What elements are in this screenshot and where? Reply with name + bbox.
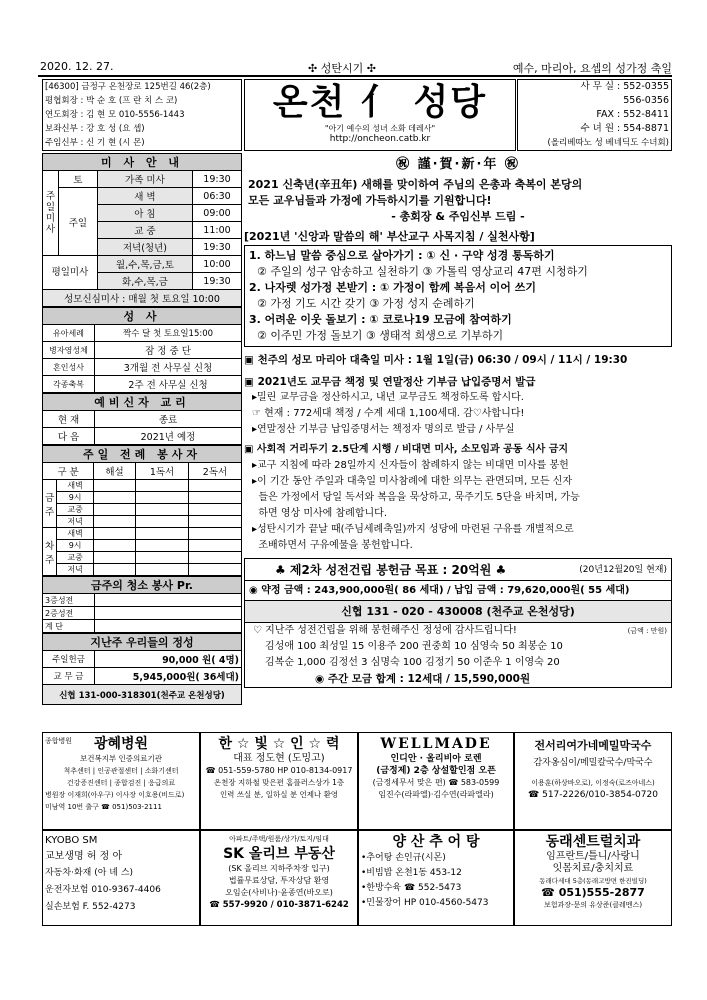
weekday-label: 평일미사 (43, 256, 98, 290)
parish-url[interactable]: http://oncheon.catb.kr (329, 134, 431, 144)
sacraments: 성 사 유아세례 짝수 달 첫 토요일15:00 병자영성체 잠 정 중 단 혼인성사 3개월 전 사무실 신청 각종축복 2주 전 사무실 신청 (42, 307, 242, 393)
right-column: ㊗ 謹·賀·新·年 ㊗ 2021 신축년(辛丑年) 새해를 맞이하여 주님의 은총과 축복이 본당의 모든 교우님들과 가정에 가득하시기를 기원합니다! - 총회장 & 주임신부 드림 - [2021년 '신앙과 말씀의 해' 부산교구 사목지침 / 실천사항] 1. 하느님 말씀 중심으로 살아가기 : ① 신 · 구약 성경 통독하기 ② 주일의 성구 암송하고 실천하기 ③ 가톨릭 영상교리 47편 시청하기 2. 나자렛 성가정 본받기 : ① 가정이 함께 복음서 이어 쓰기 ② 가정 기도 시간 갖기 ③ 가정 성지 순례하기 3. 어려운 이웃 돌보기 : ① 코로나19 모금에 참여하기 ② 이주민 가정 돌보기 ③ 생태적 희생으로 기부하기 ▣ 천주의 성모 마리아 대축일 미사 : 1월 1일(금) 06:30 / 09시 / 11시 / 19:30 ▣ 2021년도 교무금 책정 및 연말정산 기부금 납입증명서 발급 ▸밀린 교무금을 정산하시고, 내년 교무금도 책정하도록 합시다. ☞ 현재 : 772세대 책정 / 수계 세대 1,100세대. 감♡사합니다! ▸연말정산 기부금 납입증명서는 책정자 명의로 발급 / 사무실 ▣ 사회적 거리두기 2.5단계 시행 / 비대면 미사, 소모임과 공동 식사 금지 ▸교구 지침에 따라 28일까지 신자들이 참례하지 않는 비대면 미사를 봉헌 ▸이 기간 동안 주일과 대축일 미사참례에 대한 의무는 관면되며, 모든 신자 들은 가정에서 당일 독서와 복음을 묵상하고, 묵주기도 5단을 바치며, 가능 하면 영상 미사에 참례합니다. ▸성탄시기가 끝날 때(주님세례축일)까지 성당에 마련된 구유를 개별적으로 조배하면서 구유예물을 봉헌합니다. ♣ 제2차 성전건립 봉헌금 목표 : 20억원 ♣ (20년12월20일 현재) ◉ 약정 금액 : 243,900,000원( 86 세대) / 납입 금액 : 79,620,000원( 55 세대) 신협 131 - 020 - 430008 (천주교 온천성당) ♡ 지난주 성전건립을 위해 봉헌해주신 정성에 감사드립니다! (금액 : 만원) 김성애 100 최성일 15 이용주 200 권중희 10 심영숙 50 최봉순 10 김복순 1,000 김정선 3 심명숙 100 김정기 50 이준우 1 이영숙 20 ◉ 주간 모금 합계 : 12세대 / 15,590,000원 (244, 153, 672, 688)
pastor: 주임신부 : 신 기 현 (시 몬) (45, 138, 145, 148)
fax: FAX : 552-8411 (596, 109, 669, 120)
catechumen: 예비신자 교리 현 재 종료 다 음 2021년 예정 (42, 393, 242, 445)
ad-insurance: KYOBO SM 교보생명 허 정 아 자동차·화재 (아 녜 스) 운전자보험 010-9367-4406 실손보험 F. 552-4273 (42, 830, 200, 926)
sunday-label: 주일미사 (43, 171, 59, 256)
ad-restaurant: 양 산 추 어 탕 •추어탕 손인규(시몬) •비빔밥 온천1동 453-12 •한방수육 ☎ 552-5473 •민물장어 HP 010-4560-5473 (358, 830, 514, 926)
assistant-priest: 보좌신부 : 강 호 성 (요 셉) (45, 124, 145, 134)
mass-heading: 미 사 안 내 (43, 154, 242, 171)
policy-heading: [2021년 '신앙과 말씀의 해' 부산교구 사목지침 / 실천사항] (244, 230, 535, 243)
account-number: 신협 131-000-318301(천주교 온천성당) (43, 685, 242, 705)
office-phone-2: 556-0356 (623, 95, 669, 106)
ad-noodle: 전서리여가네메밀막국수 감자옹심이/메밀칼국수/막국수 이용훈(하상바오로), 이정숙(로즈아네스) ☎ 517-2226/010-3854-0720 (514, 732, 672, 830)
issue-date: 2020. 12. 27. (40, 60, 114, 73)
council-president: 평협회장 : 박 순 호 (프 란 치 스 코) (45, 96, 178, 106)
notice-tithe: ▣ 2021년도 교무금 책정 및 연말정산 기부금 납입증명서 발급 (244, 376, 536, 388)
cleaning-servers: 금주의 청소 봉사 Pr. 3증성전 2증성전 계 단 (42, 576, 242, 633)
parish-name: 온천 ⺅ 성당 (272, 81, 488, 123)
office-phone: 사 무 실 : 552-0355 (580, 81, 669, 92)
prayer-president: 연도회장 : 김 현 모 010-5556-1443 (45, 110, 185, 120)
new-year-banner: ㊗ 謹·賀·新·年 ㊗ (396, 157, 520, 172)
address: [46300] 금정구 온천장로 125번길 46(2층) (45, 82, 211, 92)
liturgy-servers: 주일 전례 봉사자 구 분 해설 1독서 2독서 금주 새벽 9시 교중 저녁 차주 새벽 9시 교중 저녁 (42, 445, 242, 576)
offerings: 지난주 우리들의 정성 주일헌금 90,000 원( 4명) 교 무 금 5,945,000원( 36세대) 신협 131-000-318301(천주교 온천성당) (42, 633, 242, 705)
notice-distancing: ▣ 사회적 거리두기 2.5단계 시행 / 비대면 미사, 소모임과 공동 식사 금지 (244, 444, 569, 455)
ad-dental: 동래센트럴치과 임프란트/틀니/사랑니 잇몸치료/충치치료 동래다세대 5층(동래고방면 한진빌딩) ☎ 051)555-2877 보험과장-문의 유상준(클레멘스) (514, 830, 672, 926)
feast-title: 예수, 마리아, 요셉의 성가정 축일 (512, 62, 672, 75)
page-header (38, 60, 672, 77)
ad-realty: 아파트/주택/원룸/상가/토지/임대 SK 올리브 부동산 (SK 올리브 지하주차장 입구) 법률무료상담, 투자상담 환영 오임순(사비나)·윤종연(바오로) ☎ 557-9920 / 010-3871-6242 (200, 830, 358, 926)
notice-mary: ▣ 천주의 성모 마리아 대축일 미사 : 1월 1일(금) 06:30 / 09시 / 11시 / 19:30 (244, 354, 628, 366)
parish-title (244, 79, 516, 151)
convent-phone: 수 녀 원 : 554-8871 (580, 123, 669, 134)
ad-hospital: 종합병원 광혜병원 보건복지부 인증의료기관 척추센터 | 인공관절센터 | 소화기센터 건강증진센터 | 종합검진 | 응급의료 병원장 이재희(아우구) 이사장 이호용(비드로) 미남역 10번 출구 ☎ 051)503-2111 (42, 732, 200, 830)
contact-box (517, 79, 672, 151)
ad-wellmade: WELLMADE 인디안 · 올리비아 로렌 (금정제) 2층 상설할인점 오픈 (금정세무서 맞은 편) ☎ 583-0599 임진수(라파엘)·김수연(라파엘라) (358, 732, 514, 830)
parish-info (42, 79, 242, 151)
convent-name: (올리베따노 성 베네딕도 수녀회) (547, 138, 669, 148)
mass-schedule: 미 사 안 내 주일미사 토 가족 미사 19:30 주일 새 벽 06:30 아 침 09:00 교 중 11:00 저녁(청년) 19:30 평일미사 월,수,목,금,토 10:00 화,수,목,금 19:30 성모신심미사 : 매월 첫 토요일 10:00 (42, 153, 242, 307)
patron-motto: "아기 예수의 성녀 소화 데레사" (324, 124, 436, 133)
policy-box: 1. 하느님 말씀 중심으로 살아가기 : ① 신 · 구약 성경 통독하기 ② 주일의 성구 암송하고 실천하기 ③ 가톨릭 영상교리 47편 시청하기 2. 나자렛 성가정 본받기 : ① 가정이 함께 복음서 이어 쓰기 ② 가정 기도 시간 갖기 ③ 가정 성지 순례하기 3. 어려운 이웃 돌보기 : ① 코로나19 모금에 참여하기 ② 이주민 가정 돌보기 ③ 생태적 희생으로 기부하기 (244, 245, 672, 347)
liturgical-season: ✣ 성탄시기 ✣ (308, 62, 376, 75)
left-column (42, 153, 242, 705)
building-fund: ♣ 제2차 성전건립 봉헌금 목표 : 20억원 ♣ (20년12월20일 현재) ◉ 약정 금액 : 243,900,000원( 86 세대) / 납입 금액 : 79,620,000원( 55 세대) 신협 131 - 020 - 430008 (천주교 온천성당) ♡ 지난주 성전건립을 위해 봉헌해주신 정성에 감사드립니다! (금액 : 만원) 김성애 100 최성일 15 이용주 200 권중희 10 심영숙 50 최봉순 10 김복순 1,000 김정선 3 심명숙 100 김정기 50 이준우 1 이영숙 20 ◉ 주간 모금 합계 : 12세대 / 15,590,000원 (244, 558, 672, 688)
ad-labor: 한 ☆ 빛 ☆ 인 ☆ 력 대표 정도현 (도밍고) ☎ 051-559-5780 HP 010-8134-0917 온천장 지하철 맞은편 홈플러스상가 1층 인력 쓰실 분, 일하실 분 언제나 환영 (200, 732, 358, 830)
marian-mass-note: 성모신심미사 : 매월 첫 토요일 10:00 (43, 290, 242, 307)
